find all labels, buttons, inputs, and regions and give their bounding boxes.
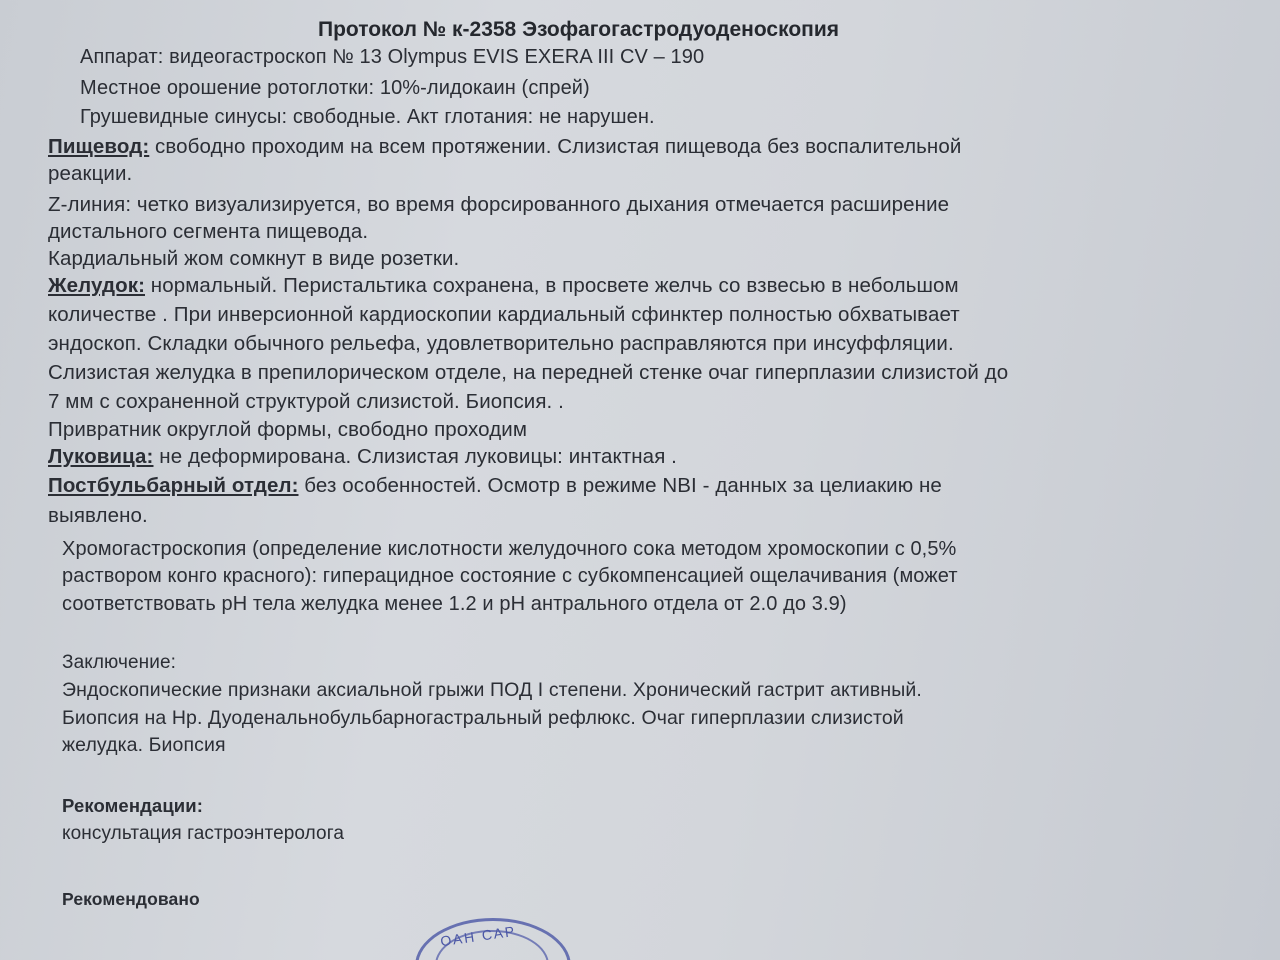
- bulb-text: не деформирована. Слизистая луковицы: интактная .: [153, 445, 677, 468]
- apparatus-line: Аппарат: видеогастроскоп № 13 Olympus EVIS EXERA III CV – 190: [80, 46, 705, 68]
- z-line-line: Z-линия: четко визуализируется, во время форсированного дыхания отмечается расширение: [48, 193, 950, 216]
- conclusion-line-3: желудка. Биопсия: [62, 734, 226, 756]
- chromo-line-1: Хромогастроскопия (определение кислотности желудочного сока методом хромоскопии с 0,5%: [62, 538, 957, 560]
- stamp-text: ОАН САР: [439, 922, 518, 950]
- conclusion-line-2: Биопсия на Hp. Дуоденальнобульбарногастральный рефлюкс. Очаг гиперплазии слизистой: [62, 707, 904, 729]
- distal-segment-line: дистального сегмента пищевода.: [48, 220, 369, 243]
- postbulbar-text: без особенностей. Осмотр в режиме NBI - данных за целиакию не: [298, 474, 942, 497]
- recommendations-text: консультация гастроэнтеролога: [62, 823, 345, 844]
- postbulbar-label: Постбульбарный отдел:: [48, 474, 299, 497]
- postbulbar-line-1: [48, 473, 942, 499]
- sinuses-line: Грушевидные синусы: свободные. Акт глотания: не нарушен.: [80, 106, 655, 128]
- esophagus-line-1: [48, 134, 961, 160]
- chromo-line-3: соответствовать pH тела желудка менее 1.2 и pH антрального отдела от 2.0 до 3.9): [62, 593, 847, 615]
- recommended-label: Рекомендовано: [62, 889, 200, 909]
- chromo-line-2: раствором конго красного): гиперацидное состояние с субкомпенсацией ощелачивания (может: [62, 565, 958, 587]
- stomach-text: нормальный. Перистальтика сохранена, в просвете желчь со взвесью в небольшом: [145, 274, 959, 297]
- esophagus-label: Пищевод:: [48, 135, 150, 158]
- stomach-line-2: количестве . При инверсионной кардиоскопии кардиальный сфинктер полностью обхватывает: [48, 303, 960, 326]
- stomach-line-3: эндоскоп. Складки обычного рельефа, удовлетворительно расправляются при инсуффляции.: [48, 332, 954, 355]
- recommendations-label: Рекомендации:: [62, 795, 203, 816]
- stomach-line-5: 7 мм с сохраненной структурой слизистой. Биопсия. .: [48, 390, 564, 413]
- irrigation-line: Местное орошение ротоглотки: 10%-лидокаин (спрей): [80, 77, 590, 99]
- postbulbar-line-2: выявлено.: [48, 504, 148, 527]
- bulb-label: Луковица:: [48, 445, 154, 468]
- cardia-line: Кардиальный жом сомкнут в виде розетки.: [48, 247, 460, 270]
- document-title: Протокол № к-2358 Эзофагогастродуоденоскопия: [318, 18, 840, 41]
- stomach-line-4: Слизистая желудка в препилорическом отделе, на передней стенке очаг гиперплазии слизистой до: [48, 361, 1009, 384]
- conclusion-line-1: Эндоскопические признаки аксиальной грыжи ПОД I степени. Хронический гастрит активный.: [62, 679, 922, 701]
- bulb-line: [48, 444, 677, 470]
- pylorus-line: Привратник округлой формы, свободно проходим: [48, 418, 528, 441]
- esophagus-line-2: реакции.: [48, 162, 133, 185]
- esophagus-text: свободно проходим на всем протяжении. Слизистая пищевода без воспалительной: [149, 135, 962, 158]
- stomach-line-1: [48, 273, 959, 299]
- stomach-label: Желудок:: [48, 274, 145, 297]
- conclusion-label: Заключение:: [62, 652, 177, 673]
